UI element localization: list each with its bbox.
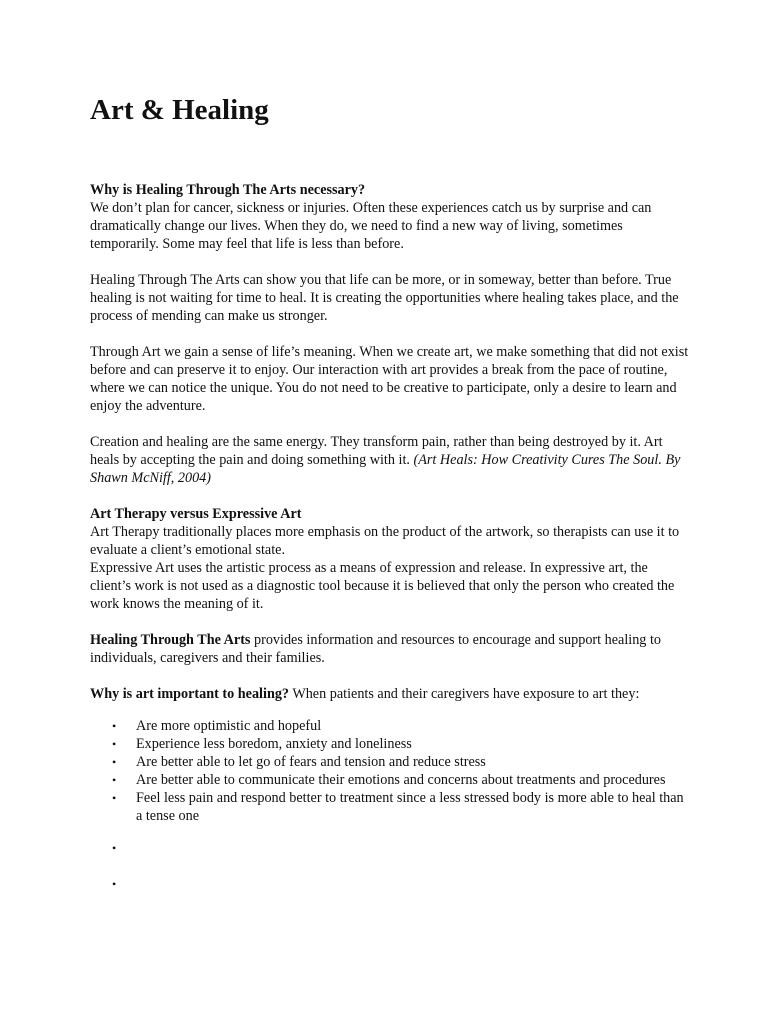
bullet-icon: • (112, 719, 117, 733)
benefits-list (90, 717, 690, 893)
list-item (90, 771, 690, 789)
text-why-important: When patients and their caregivers have exposure to art they: (289, 686, 640, 702)
bullet-icon: • (112, 755, 117, 769)
bullet-icon: • (112, 737, 117, 751)
text-htta-info: provides information and resources to encourage and support healing to individuals, caregivers and their families. (90, 632, 661, 666)
paragraph-why-important (90, 685, 690, 703)
text-art-therapy: Art Therapy traditionally places more emphasis on the product of the artwork, so therapists can use it to evaluate a client’s emotional state. (90, 524, 680, 558)
paragraph-life-more: Healing Through The Arts can show you that life can be more, or in someway, better than before. True healing is not waiting for time to heal. It is creating the opportunities where healing takes place, and the process of mending can make us stronger. (90, 272, 679, 324)
document-title: Art & Healing (90, 94, 269, 126)
heading-why-important: Why is art important to healing? (90, 686, 290, 702)
text-why-necessary: We don’t plan for cancer, sickness or injuries. Often these experiences catch us by surprise and can dramatically change our lives. When they do, we need to find a new way of living, sometimes temporarily. Some may feel that life is less than before. (90, 200, 652, 252)
paragraph-same-energy (90, 433, 690, 487)
list-item-text: Experience less boredom, anxiety and loneliness (136, 736, 412, 752)
book-citation: (Art Heals: How Creativity Cures The Soul. By Shawn McNiff, 2004) (90, 452, 681, 486)
heading-why-necessary: Why is Healing Through The Arts necessary? (90, 182, 366, 198)
text-same-energy: Creation and healing are the same energy. They transform pain, rather than being destroyed by it. Art heals by accepting the pain and doing something with it. (90, 434, 663, 468)
document-body (90, 181, 690, 893)
bullet-icon: • (112, 841, 117, 855)
list-item-text: Are more optimistic and hopeful (136, 718, 322, 734)
bullet-icon: • (112, 877, 117, 891)
bullet-icon: • (112, 773, 117, 787)
paragraph-htta-info (90, 631, 690, 667)
list-item-text: Feel less pain and respond better to treatment since a less stressed body is more able to heal than a tense one (136, 790, 684, 824)
list-item-text: Are better able to let go of fears and tension and reduce stress (136, 754, 486, 770)
list-item (90, 789, 690, 825)
text-expressive-art: Expressive Art uses the artistic process as a means of expression and release. In expressive art, the client’s work is not used as a diagnostic tool because it is believed that only the person who created the work knows the meaning of it. (90, 560, 675, 612)
list-item-empty (90, 839, 690, 857)
list-item-text: Are better able to communicate their emotions and concerns about treatments and procedures (136, 772, 666, 788)
section-therapy-vs-expressive (90, 505, 690, 613)
bullet-icon: • (112, 791, 117, 805)
list-item (90, 717, 690, 735)
htta-name: Healing Through The Arts (90, 632, 251, 648)
section-why-necessary (90, 181, 690, 253)
list-item-empty (90, 875, 690, 893)
heading-therapy-vs-expressive: Art Therapy versus Expressive Art (90, 506, 302, 522)
paragraph-life-meaning: Through Art we gain a sense of life’s meaning. When we create art, we make something that did not exist before and can preserve it to enjoy. Our interaction with art provides a break from the pace of routine, where we can notice the unique. You do not need to be creative to participate, only a desire to learn and enjoy the adventure. (90, 344, 689, 414)
list-item (90, 753, 690, 771)
list-item (90, 735, 690, 753)
